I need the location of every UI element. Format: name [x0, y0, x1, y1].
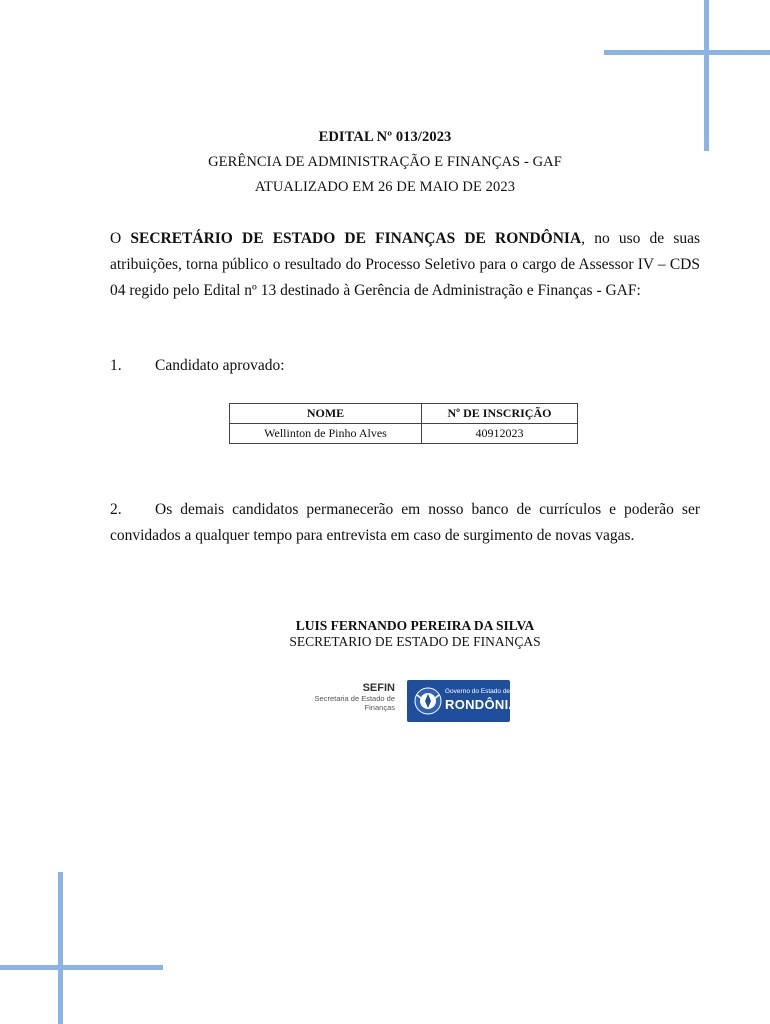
table-row: [230, 424, 578, 444]
list-item: [110, 357, 700, 379]
gov-logo-line2: RONDÔNIA: [445, 697, 519, 712]
intro-authority: SECRETÁRIO DE ESTADO DE FINANÇAS DE RONDÔNIA: [130, 230, 582, 247]
department-line: GERÊNCIA DE ADMINISTRAÇÃO E FINANÇAS - GAF: [208, 154, 562, 170]
intro-lead: O: [110, 230, 131, 247]
footer-logos: [312, 680, 519, 724]
decorative-line-bottom-horizontal: [0, 965, 163, 970]
column-header-name: NOME: [230, 404, 422, 424]
state-seal-icon: [413, 685, 443, 717]
item-text: Os demais candidatos permanecerão em nosso banco de currículos e poderão ser convidados a qualquer tempo para entrevista em caso de surgimento de novas vagas.: [110, 501, 700, 544]
decorative-line-bottom-vertical: [58, 872, 63, 1024]
sefin-logo-subtitle: Secretaria de Estado de Finanças: [314, 694, 395, 712]
item-text: Candidato aprovado:: [155, 357, 285, 374]
item-number: 1.: [110, 357, 122, 374]
signatory-role: SECRETARIO DE ESTADO DE FINANÇAS: [289, 634, 541, 649]
registration-number-cell: 40912023: [422, 424, 578, 444]
candidate-name-cell: Wellinton de Pinho Alves: [230, 424, 422, 444]
signatory-name: LUIS FERNANDO PEREIRA DA SILVA: [295, 618, 535, 633]
intro-body: , no uso de suas atribuições, torna público o resultado do Processo Seletivo para o cargo de Assessor IV – CDS 04 regido pelo Edital nº 13 destinado à Gerência de Administração e Finanças - GAF:: [110, 230, 701, 299]
government-rondonia-logo: [407, 680, 519, 722]
sefin-logo: [305, 682, 395, 712]
sefin-logo-name: SEFIN: [362, 682, 395, 694]
approved-candidates-table: [229, 403, 578, 444]
gov-logo-line1: Governo do Estado de: [445, 688, 511, 695]
document-title: EDITAL Nº 013/2023: [318, 129, 452, 145]
intro-paragraph: [110, 226, 700, 304]
table-header-row: [230, 404, 578, 424]
updated-date-line: ATUALIZADO EM 26 DE MAIO DE 2023: [254, 179, 516, 195]
item-number: 2.: [110, 501, 122, 518]
decorative-line-top-horizontal: [604, 50, 770, 55]
list-item: [110, 497, 700, 549]
column-header-registration: Nº DE INSCRIÇÃO: [422, 404, 578, 424]
